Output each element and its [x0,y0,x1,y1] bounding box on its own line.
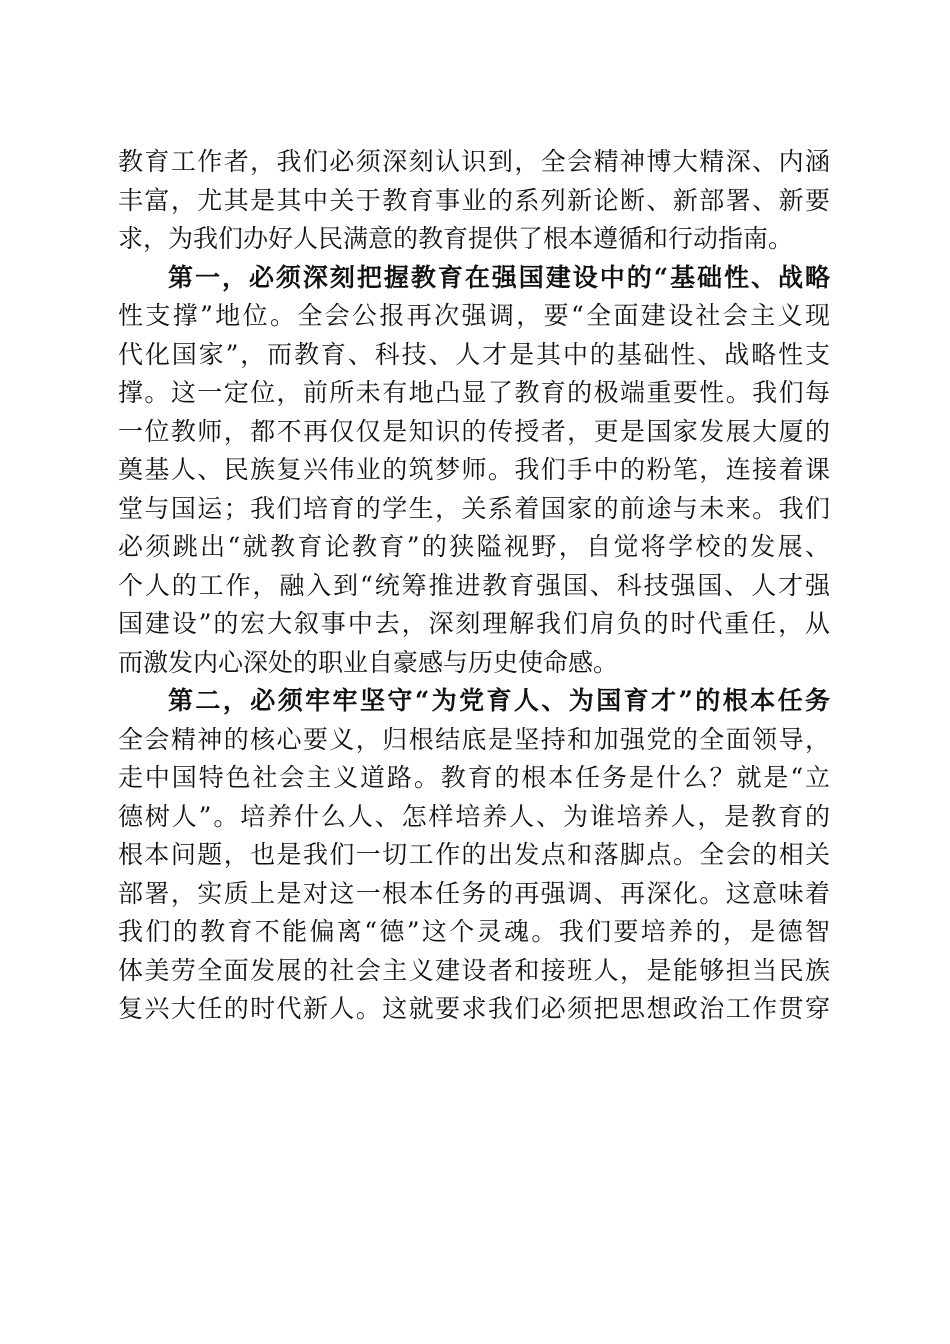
text-line: 而激发内心深处的职业自豪感与历史使命感。 [118,647,619,677]
text-line: 求，为我们办好人民满意的教育提供了根本遵循和行动指南。 [118,224,794,253]
text-line: 全会精神的核心要义，归根结底是坚持和加强党的全面领导， [118,724,830,754]
text-line: 必须跳出“就教育论教育”的狭隘视野，自觉将学校的发展、 [118,532,830,561]
heading-line: 第二，必须牢牢坚守“为党育人、为国育才”的根本任务 [168,686,830,715]
text-line: 走中国特色社会主义道路。教育的根本任务是什么？就是“立 [118,763,830,792]
text-line: 部署，实质上是对这一根本任务的再强调、再深化。这意味着 [118,878,830,908]
text-line: 堂与国运；我们培育的学生，关系着国家的前途与未来。我们 [118,493,830,523]
text-line: 个人的工作，融入到“统筹推进教育强国、科技强国、人才强 [118,570,830,600]
text-line: 体美劳全面发展的社会主义建设者和接班人，是能够担当民族 [118,955,830,985]
paragraph-intro [118,143,830,259]
text-line: 一位教师，都不再仅仅是知识的传授者，更是国家发展大厦的 [118,416,830,446]
paragraph-first-point [118,259,830,683]
text-line: 德树人”。培养什么人、怎样培养人、为谁培养人，是教育的 [118,801,830,831]
text-line: 我们的教育不能偏离“德”这个灵魂。我们要培养的，是德智 [118,917,830,946]
text-line: 教育工作者，我们必须深刻认识到，全会精神博大精深、内涵 [118,147,830,176]
text-line: 性支撑”地位。全会公报再次强调，要“全面建设社会主义现 [118,301,830,330]
text-line: 丰富，尤其是其中关于教育事业的系列新论断、新部署、新要 [118,185,830,215]
heading-line: 第一，必须深刻把握教育在强国建设中的“基础性、战略 [168,262,830,292]
text-line: 撑。这一定位，前所未有地凸显了教育的极端重要性。我们每 [118,378,830,407]
text-line: 国建设”的宏大叙事中去，深刻理解我们肩负的时代重任，从 [118,609,830,638]
document-page [118,143,830,1029]
text-line: 根本问题，也是我们一切工作的出发点和落脚点。全会的相关 [118,840,830,869]
text-line: 复兴大任的时代新人。这就要求我们必须把思想政治工作贯穿 [118,994,830,1023]
text-line: 奠基人、民族复兴伟业的筑梦师。我们手中的粉笔，连接着课 [118,455,830,484]
paragraph-second-point [118,682,830,1029]
text-line: 代化国家”，而教育、科技、人才是其中的基础性、战略性支 [118,339,830,369]
